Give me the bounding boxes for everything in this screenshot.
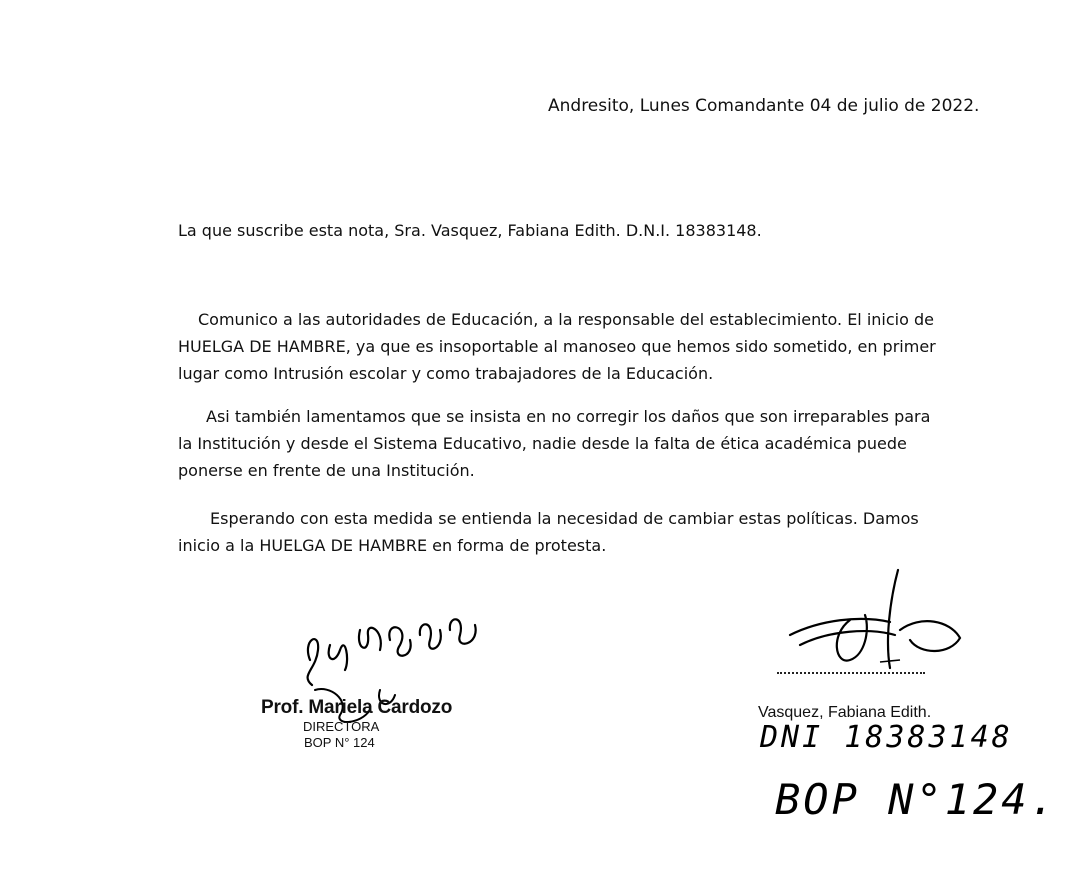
signature-right-name: Vasquez, Fabiana Edith. (758, 704, 932, 721)
paragraph-line: inicio a la HUELGA DE HAMBRE en forma de protesta. (178, 536, 607, 555)
paragraph-line: ponerse en frente de una Institución. (178, 461, 475, 480)
paragraph-line: Comunico a las autoridades de Educación, a la responsable del establecimiento. El inicio de (198, 310, 934, 329)
date-line: Andresito, Lunes Comandante 04 de julio de 2022. (548, 96, 980, 116)
intro-line: La que suscribe esta nota, Sra. Vasquez, Fabiana Edith. D.N.I. 18383148. (178, 221, 762, 240)
signature-right-scribble (780, 560, 980, 680)
paragraph-line: HUELGA DE HAMBRE, ya que es insoportable al manoseo que hemos sido sometido, en primer (178, 337, 936, 356)
signature-left-role: DIRECTORA (303, 719, 380, 734)
paragraph-3 (178, 505, 948, 559)
handwritten-dni: DNI 18383148 (760, 720, 1013, 755)
signature-left-registration: BOP N° 124 (304, 735, 375, 750)
paragraph-line: Esperando con esta medida se entienda la necesidad de cambiar estas políticas. Damos (210, 509, 919, 528)
signature-right-dotted-line (777, 672, 925, 674)
paragraph-line: lugar como Intrusión escolar y como trabajadores de la Educación. (178, 364, 714, 383)
paragraph-line: la Institución y desde el Sistema Educativo, nadie desde la falta de ética académica puede (178, 434, 907, 453)
paragraph-1 (178, 306, 948, 387)
signature-left-name: Prof. Mariela Cardozo (261, 697, 453, 718)
handwritten-bop: BOP N°124. (775, 775, 1058, 824)
paragraph-line: Asi también lamentamos que se insista en no corregir los daños que son irreparables para (206, 407, 931, 426)
paragraph-2 (178, 403, 948, 484)
